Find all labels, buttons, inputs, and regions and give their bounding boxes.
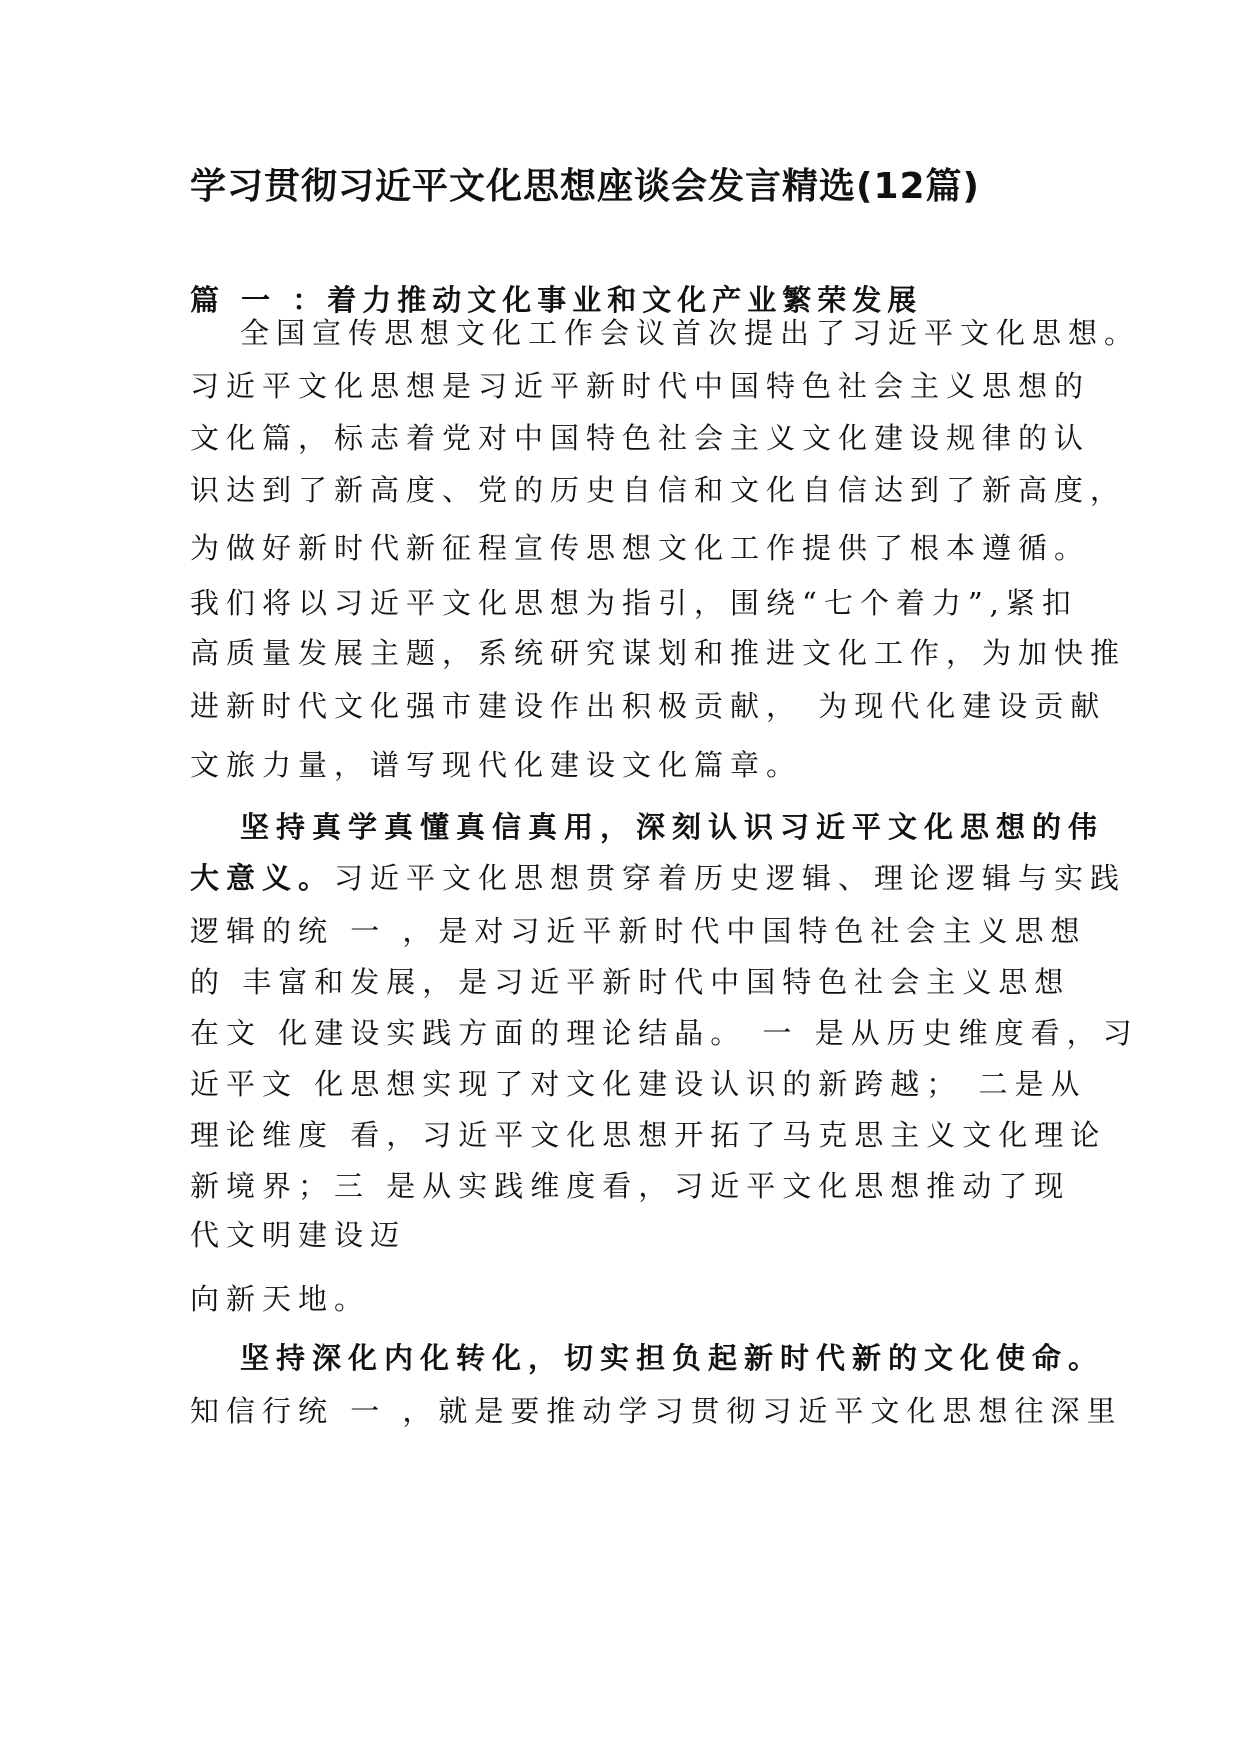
paragraph-line: 我们将以习近平文化思想为指引，围绕“七个着力”,紧扣 — [190, 586, 1078, 620]
paragraph-line: 理论维度 看，习近平文化思想开拓了马克思主义文化理论 — [190, 1118, 1107, 1152]
paragraph-line: 代文明建设迈 — [190, 1218, 407, 1252]
paragraph-line: 知信行统 一 ，就是要推动学习贯彻习近平文化思想往深里 — [190, 1394, 1123, 1428]
section-heading: 篇 一 ：着力推动文化事业和文化产业繁荣发展 — [190, 283, 923, 317]
bold-lead-fragment: 大意义。 — [190, 861, 335, 895]
paragraph-line: 为做好新时代新征程宣传思想文化工作提供了根本遵循。 — [190, 531, 1091, 565]
paragraph-line: 高质量发展主题，系统研究谋划和推进文化工作，为加快推 — [190, 636, 1127, 670]
paragraph-line: 的 丰富和发展，是习近平新时代中国特色社会主义思想 — [190, 965, 1071, 999]
paragraph-line: 近平文 化思想实现了对文化建设认识的新跨越； 二是从 — [190, 1067, 1087, 1101]
paragraph-line: 进新时代文化强市建设作出积极贡献， 为现代化建设贡献 — [190, 689, 1107, 723]
paragraph-line: 全国宣传思想文化工作会议首次提出了习近平文化思想。 — [240, 316, 1141, 350]
paragraph-line: 逻辑的统 一 ，是对习近平新时代中国特色社会主义思想 — [190, 914, 1087, 948]
bold-lead-line: 坚持深化内化转化，切实担负起新时代新的文化使命。 — [240, 1341, 1105, 1375]
paragraph-line: 新境界；三 是从实践维度看，习近平文化思想推动了现 — [190, 1169, 1071, 1203]
document-title: 学习贯彻习近平文化思想座谈会发言精选(12篇) — [190, 166, 981, 207]
paragraph-line: 文旅力量，谱写现代化建设文化篇章。 — [190, 748, 803, 782]
paragraph-line: 识达到了新高度、党的历史自信和文化自信达到了新高度， — [190, 473, 1127, 507]
paragraph-line: 向新天地。 — [190, 1282, 371, 1316]
paragraph-line: 文化篇，标志着党对中国特色社会主义文化建设规律的认 — [190, 421, 1091, 455]
bold-lead-line: 坚持真学真懂真信真用，深刻认识习近平文化思想的伟 — [240, 810, 1105, 844]
paragraph-line: 习近平文化思想是习近平新时代中国特色社会主义思想的 — [190, 369, 1091, 403]
paragraph-line — [190, 858, 1127, 898]
paragraph-line: 在文 化建设实践方面的理论结晶。 一 是从历史维度看，习 — [190, 1016, 1139, 1050]
paragraph-fragment: 习近平文化思想贯穿着历史逻辑、理论逻辑与实践 — [334, 861, 1127, 895]
